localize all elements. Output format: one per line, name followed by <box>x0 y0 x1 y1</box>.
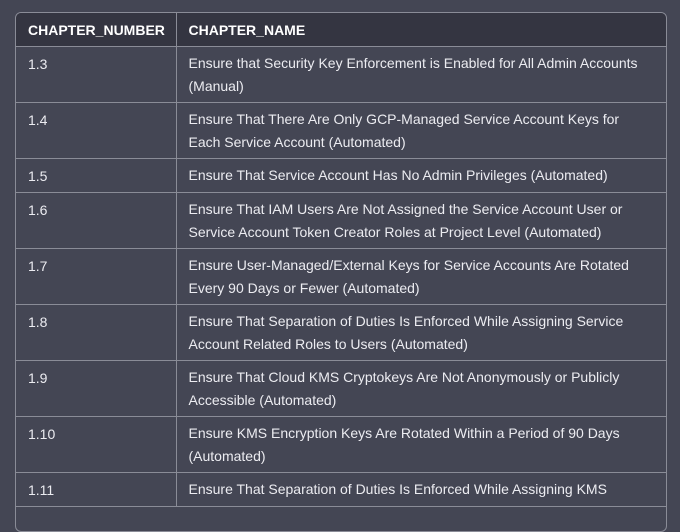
column-header-chapter-name: CHAPTER_NAME <box>176 13 666 47</box>
chapter-name-cell: Ensure KMS Encryption Keys Are Rotated Within a Period of 90 Days (Automated) <box>176 417 666 473</box>
table-row <box>16 473 666 507</box>
chapter-number-cell: 1.5 <box>16 159 176 193</box>
table-row <box>16 159 666 193</box>
chapter-number-cell: 1.11 <box>16 473 176 507</box>
chapter-name-cell: Ensure That Separation of Duties Is Enforced While Assigning Service Account Related Roles to Users (Automated) <box>176 305 666 361</box>
chapter-number-cell: 1.9 <box>16 361 176 417</box>
table-row <box>16 103 666 159</box>
chapter-name-cell: Ensure That Cloud KMS Cryptokeys Are Not Anonymously or Publicly Accessible (Automated) <box>176 361 666 417</box>
chapter-number-cell: 1.10 <box>16 417 176 473</box>
table-row <box>16 305 666 361</box>
chapters-table <box>16 13 666 507</box>
chapter-name-cell: Ensure That Separation of Duties Is Enforced While Assigning KMS <box>176 473 666 507</box>
chapter-name-cell: Ensure That Service Account Has No Admin Privileges (Automated) <box>176 159 666 193</box>
table-row <box>16 47 666 103</box>
table-row <box>16 249 666 305</box>
table-row <box>16 193 666 249</box>
chapter-number-cell: 1.6 <box>16 193 176 249</box>
chapter-name-cell: Ensure User-Managed/External Keys for Service Accounts Are Rotated Every 90 Days or Fewer (Automated) <box>176 249 666 305</box>
table-row <box>16 361 666 417</box>
chapter-number-cell: 1.7 <box>16 249 176 305</box>
column-header-chapter-number: CHAPTER_NUMBER <box>16 13 176 47</box>
table-row <box>16 417 666 473</box>
table-header-row <box>16 13 666 47</box>
chapter-number-cell: 1.4 <box>16 103 176 159</box>
chapter-number-cell: 1.3 <box>16 47 176 103</box>
chapter-number-cell: 1.8 <box>16 305 176 361</box>
chapter-name-cell: Ensure That IAM Users Are Not Assigned the Service Account User or Service Account Token Creator Roles at Project Level (Automated) <box>176 193 666 249</box>
chapters-table-container <box>15 12 667 532</box>
chapter-name-cell: Ensure that Security Key Enforcement is Enabled for All Admin Accounts (Manual) <box>176 47 666 103</box>
chapter-name-cell: Ensure That There Are Only GCP-Managed Service Account Keys for Each Service Account (Automated) <box>176 103 666 159</box>
